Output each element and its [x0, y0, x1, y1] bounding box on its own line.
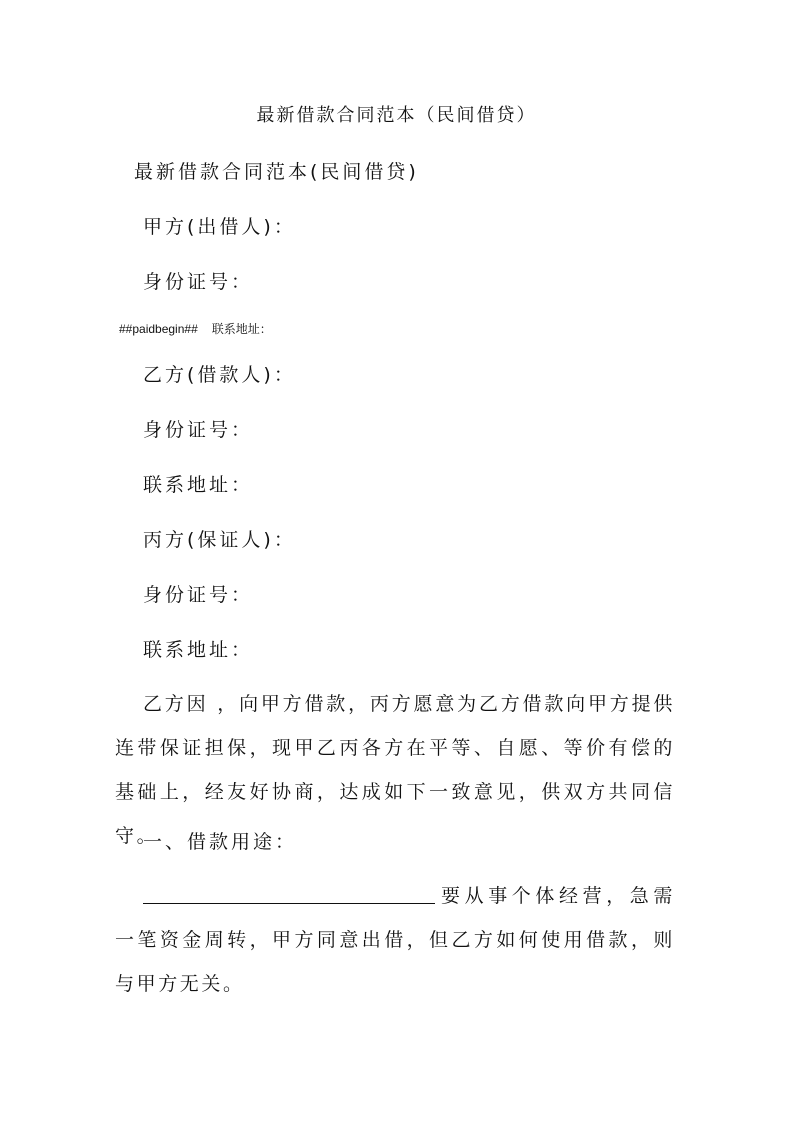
party-a-address-row [119, 320, 272, 338]
party-c-address-label: 联系地址： [143, 639, 254, 661]
party-b-id-label: 身份证号： [143, 419, 254, 441]
paid-begin-marker: ##paidbegin## [119, 322, 198, 336]
document-subtitle: 最新借款合同范本(民间借贷) [134, 161, 419, 183]
party-b-label: 乙方(借款人)： [143, 364, 296, 386]
intro-paragraph: 乙方因 ，向甲方借款，丙方愿意为乙方借款向甲方提供连带保证担保，现甲乙丙各方在平等、自愿、等价有偿的基础上，经友好协商，达成如下一致意见，供双方共同信守。 [115, 693, 675, 847]
party-c-id-label: 身份证号： [143, 584, 254, 606]
section-1-heading: 一、借款用途： [143, 831, 298, 853]
party-a-label: 甲方(出借人)： [143, 216, 296, 238]
party-c-label: 丙方(保证人)： [143, 529, 296, 551]
section-1-body: 要从事个体经营，急需一笔资金周转，甲方同意出借，但乙方如何使用借款，则与甲方无关。 [115, 885, 675, 995]
section-1-paragraph [115, 874, 675, 1006]
party-a-id-label: 身份证号： [143, 271, 254, 293]
party-a-address-label: 联系地址： [211, 322, 272, 336]
document-title: 最新借款合同范本（民间借贷） [256, 105, 537, 126]
party-b-address-label: 联系地址： [143, 474, 254, 496]
blank-underline [143, 881, 435, 904]
